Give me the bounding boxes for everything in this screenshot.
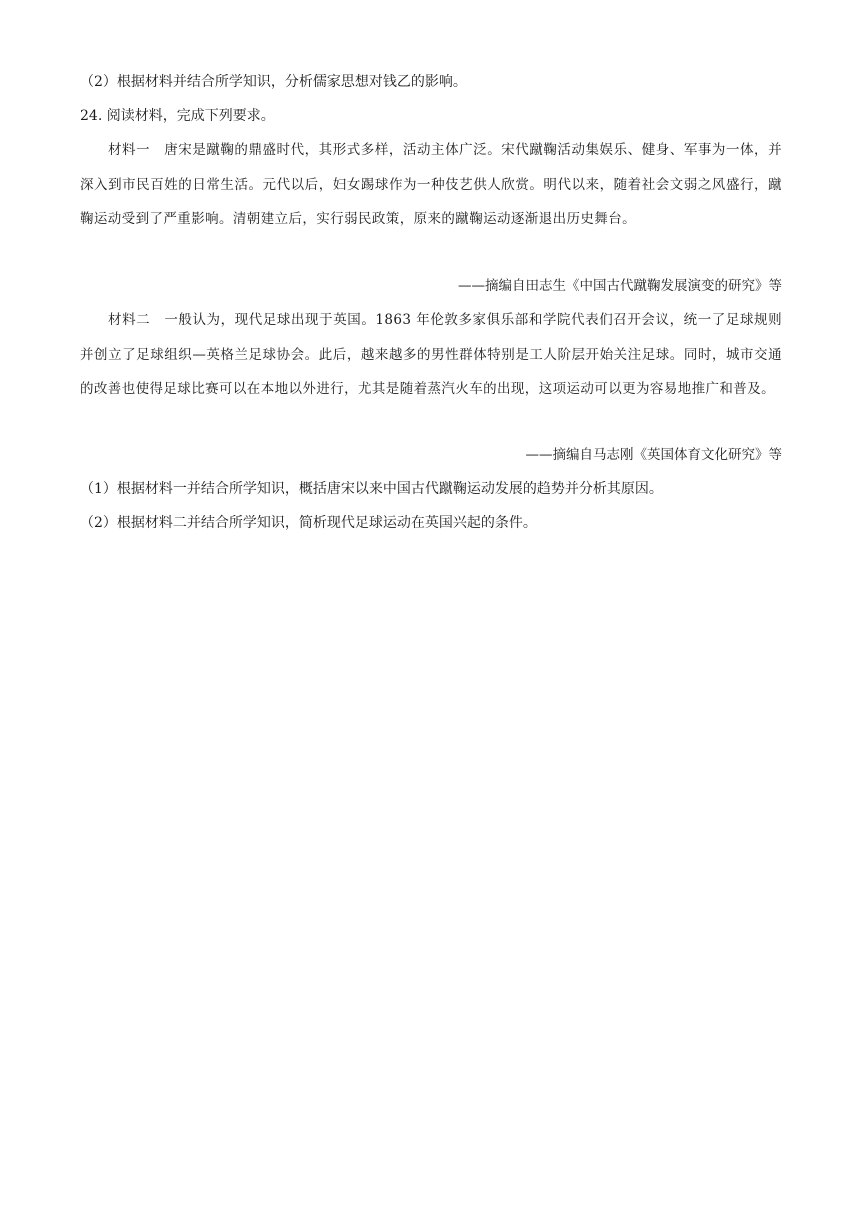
question-24-sub1: （1）根据材料一并结合所学知识，概括唐宋以来中国古代蹴鞠运动发展的趋势并分析其原因。 xyxy=(80,481,663,497)
material-1-label: 材料一 xyxy=(108,142,151,158)
question-24-heading: 24. 阅读材料，完成下列要求。 xyxy=(80,108,275,124)
material-1 xyxy=(80,133,782,237)
material-1-source: ——摘编自田志生《中国古代蹴鞠发展演变的研究》等 xyxy=(458,278,782,294)
material-1-text: 唐宋是蹴鞠的鼎盛时代，其形式多样，活动主体广泛。宋代蹴鞠活动集娱乐、健身、军事为一体，并深入到市民百姓的日常生活。元代以后，妇女踢球作为一种伎艺供人欣赏。明代以来，随着社会文弱之风盛行，蹴鞠运动受到了严重影响。清朝建立后，实行弱民政策，原来的蹴鞠运动逐渐退出历史舞台。 xyxy=(80,142,782,227)
question-24-sub2: （2）根据材料二并结合所学知识，简析现代足球运动在英国兴起的条件。 xyxy=(80,515,537,531)
prev-question-sub2: （2）根据材料并结合所学知识，分析儒家思想对钱乙的影响。 xyxy=(80,74,467,90)
material-2-text: 一般认为，现代足球出现于英国。1863 年伦敦多家俱乐部和学院代表们召开会议，统一了足球规则并创立了足球组织—英格兰足球协会。此后，越来越多的男性群体特别是工人阶层开始关注足球。同时，城市交通的改善也使得足球比赛可以在本地以外进行，尤其是随着蒸汽火车的出现，这项运动可以更为容易地推广和普及。 xyxy=(80,312,783,397)
material-2 xyxy=(80,303,782,407)
material-2-source: ——摘编自马志刚《英国体育文化研究》等 xyxy=(525,447,782,463)
material-2-label: 材料二 xyxy=(108,312,151,328)
